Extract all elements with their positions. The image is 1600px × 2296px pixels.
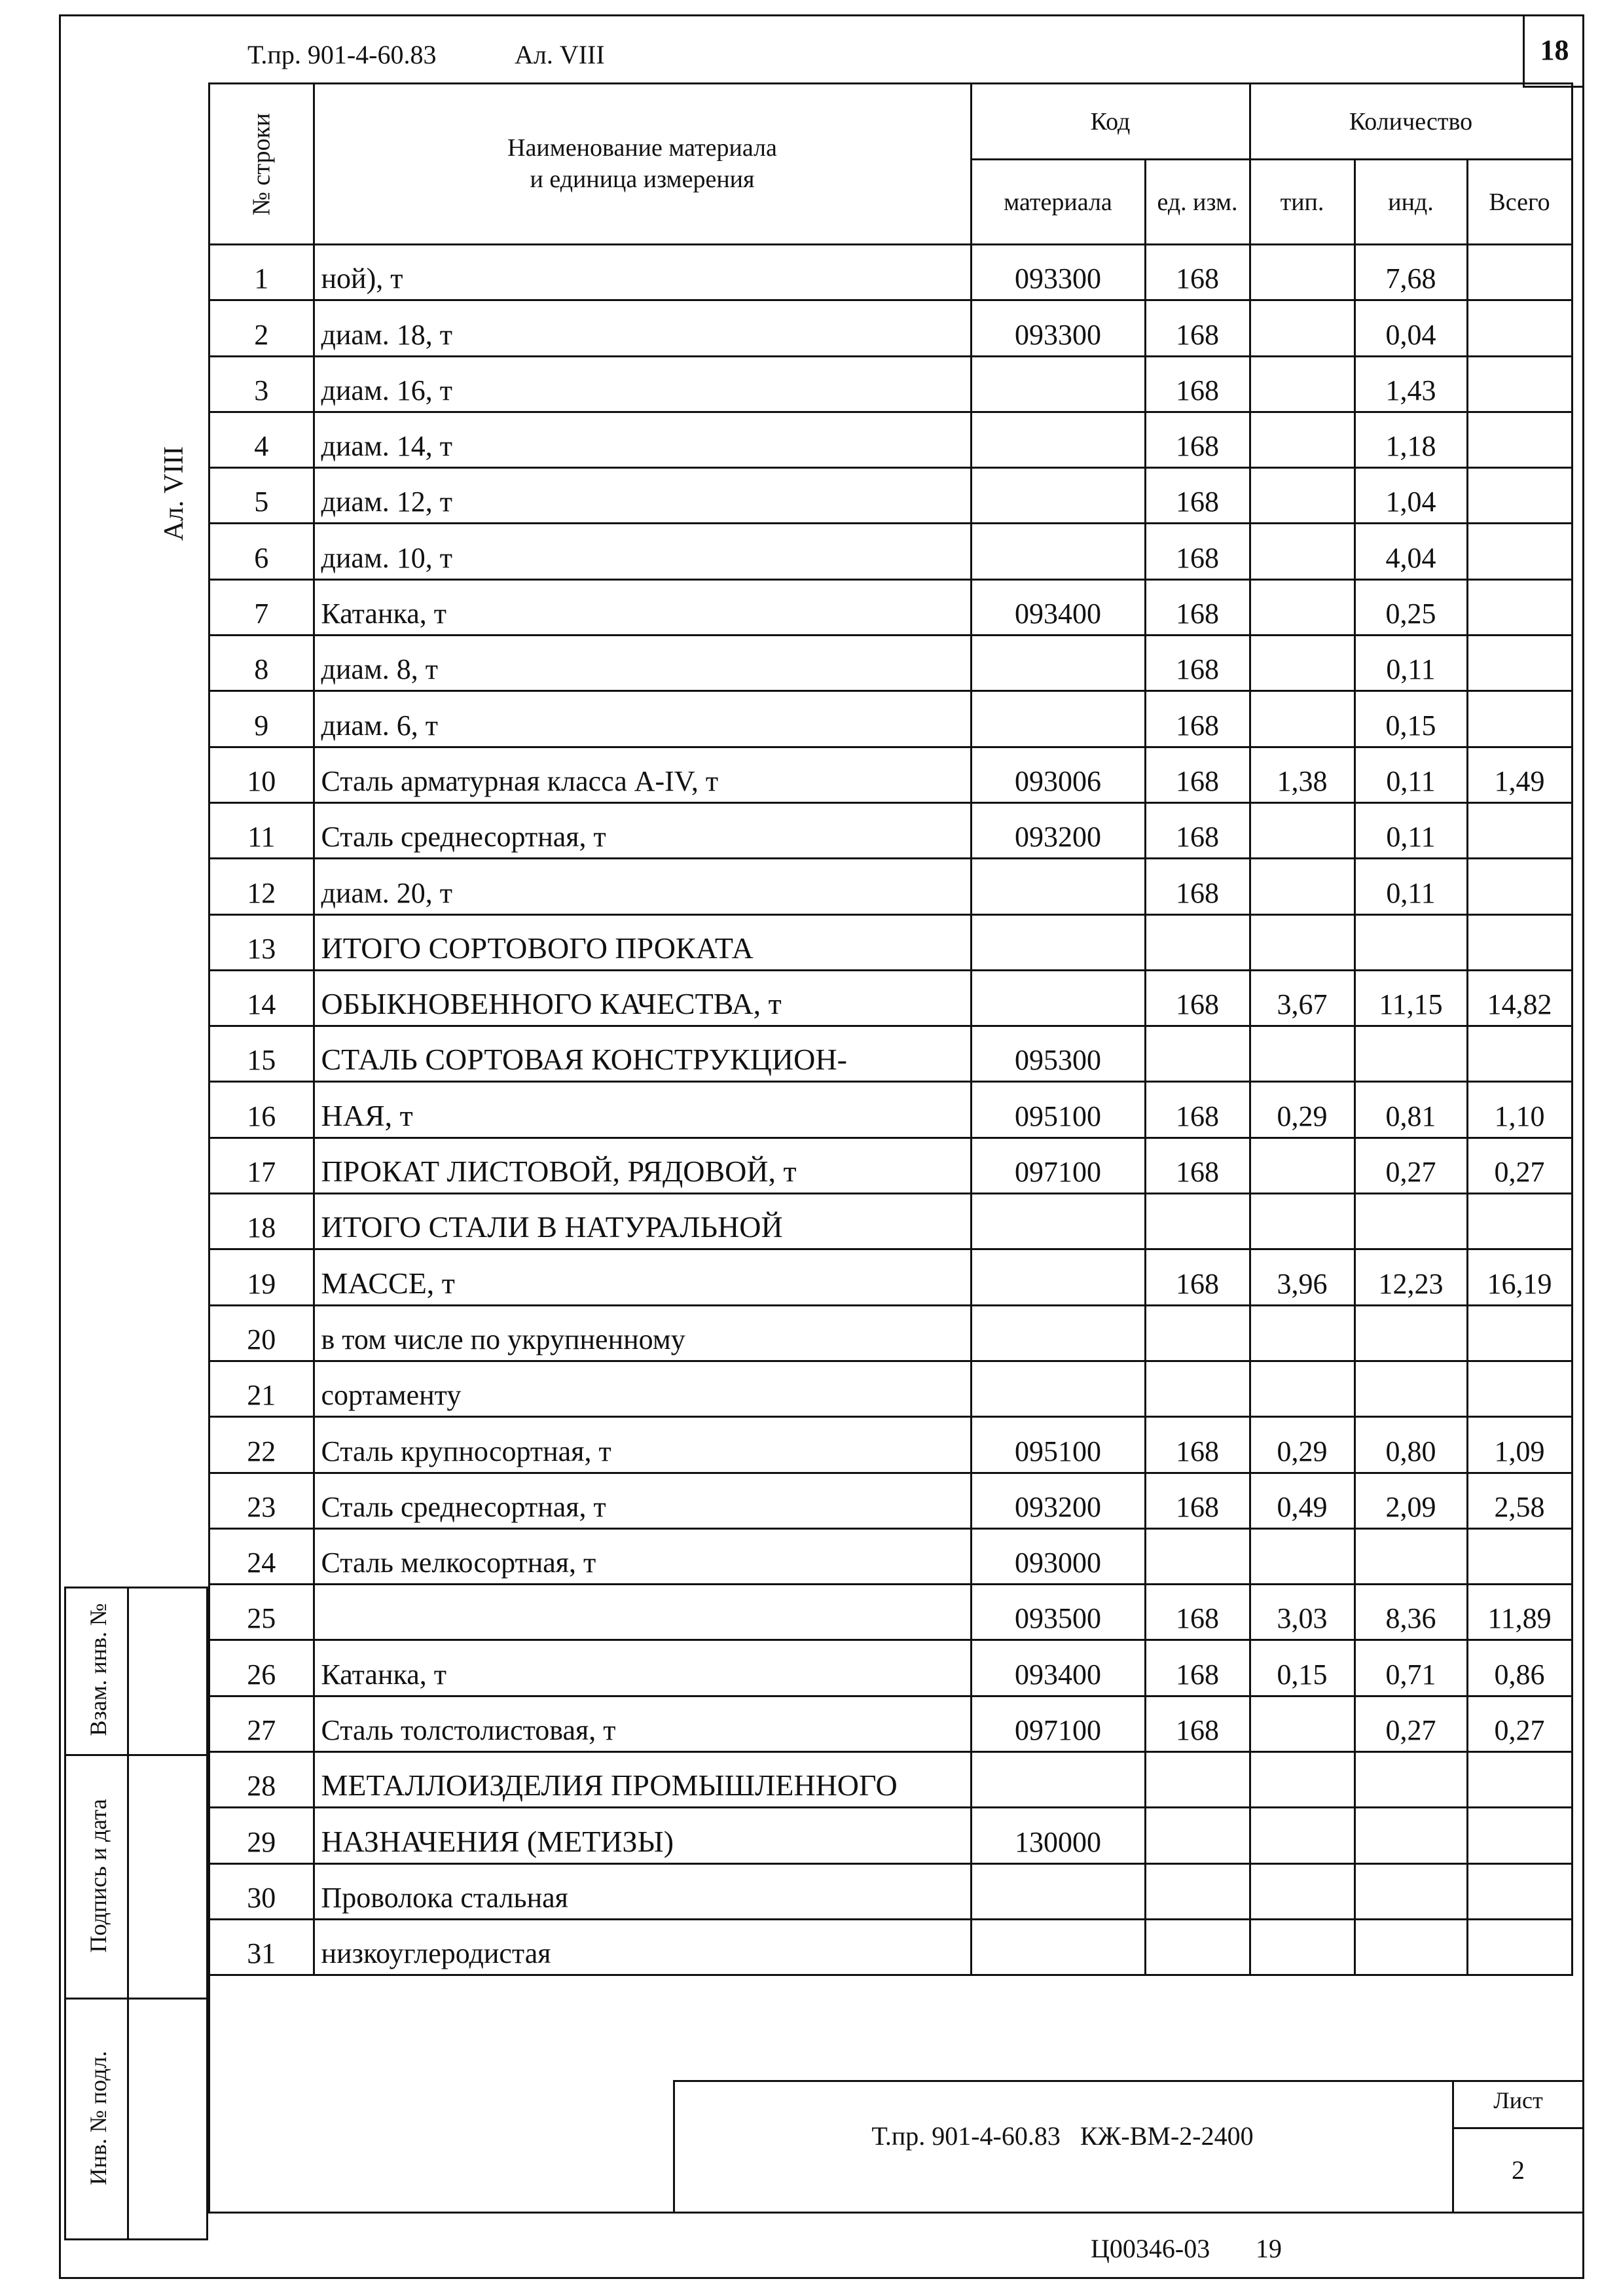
cell-unit-code: 168 xyxy=(1145,802,1250,858)
cell-qty-typ: 3,96 xyxy=(1250,1249,1355,1305)
table-row xyxy=(209,579,1573,635)
cell-material-code: 097100 xyxy=(971,1696,1145,1751)
cell-unit-code xyxy=(1145,1528,1250,1584)
cell-unit-code xyxy=(1145,1863,1250,1919)
cell-qty-typ xyxy=(1250,1808,1355,1863)
row-no-header-text: № строки xyxy=(247,113,276,215)
cell-unit-code: 168 xyxy=(1145,1696,1250,1751)
cell-material-code: 093200 xyxy=(971,1473,1145,1528)
cell-qty-typ xyxy=(1250,356,1355,412)
cell-unit-code: 168 xyxy=(1145,412,1250,467)
cell-qty-ind: 0,11 xyxy=(1355,636,1467,691)
table-row xyxy=(209,802,1573,858)
cell-qty-ind: 1,43 xyxy=(1355,356,1467,412)
cell-qty-typ xyxy=(1250,1696,1355,1751)
col-header-qty-total: Всего xyxy=(1467,160,1572,245)
cell-material-name: МЕТАЛЛОИЗДЕЛИЯ ПРОМЫШЛЕННОГО xyxy=(314,1752,971,1808)
col-header-code-material: материала xyxy=(971,160,1145,245)
cell-row-no: 2 xyxy=(209,300,314,356)
cell-material-code: 095300 xyxy=(971,1026,1145,1082)
cell-material-code: 095100 xyxy=(971,1417,1145,1473)
cell-material-name: МАССЕ, т xyxy=(314,1249,971,1305)
cell-qty-total xyxy=(1467,1863,1572,1919)
table-row xyxy=(209,1082,1573,1138)
cell-qty-ind: 0,81 xyxy=(1355,1082,1467,1138)
footer-page: 19 xyxy=(1256,2234,1282,2263)
cell-row-no: 24 xyxy=(209,1528,314,1584)
cell-qty-typ xyxy=(1250,691,1355,747)
cell-unit-code: 168 xyxy=(1145,747,1250,802)
cell-qty-ind xyxy=(1355,1194,1467,1249)
side-stamp-inner-divider xyxy=(127,1587,129,2238)
cell-unit-code: 168 xyxy=(1145,636,1250,691)
cell-qty-total: 16,19 xyxy=(1467,1249,1572,1305)
header-album: Ал. VIII xyxy=(515,40,605,69)
cell-material-name xyxy=(314,1585,971,1640)
cell-material-name: Катанка, т xyxy=(314,1640,971,1696)
cell-qty-typ xyxy=(1250,636,1355,691)
cell-row-no: 6 xyxy=(209,524,314,579)
cell-unit-code xyxy=(1145,1919,1250,1975)
table-row xyxy=(209,747,1573,802)
cell-material-name: диам. 16, т xyxy=(314,356,971,412)
cell-qty-total: 1,10 xyxy=(1467,1082,1572,1138)
cell-unit-code: 168 xyxy=(1145,1138,1250,1193)
cell-material-code: 093400 xyxy=(971,579,1145,635)
cell-row-no: 19 xyxy=(209,1249,314,1305)
stamp-original-inventory: Инв. № подл. xyxy=(85,2051,111,2185)
cell-row-no: 20 xyxy=(209,1305,314,1361)
cell-qty-ind xyxy=(1355,1863,1467,1919)
cell-unit-code: 168 xyxy=(1145,1640,1250,1696)
table-row xyxy=(209,1808,1573,1863)
cell-material-name: диам. 20, т xyxy=(314,859,971,914)
cell-qty-typ xyxy=(1250,1361,1355,1416)
cell-unit-code xyxy=(1145,1361,1250,1416)
cell-row-no: 29 xyxy=(209,1808,314,1863)
cell-row-no: 22 xyxy=(209,1417,314,1473)
cell-row-no: 27 xyxy=(209,1696,314,1751)
cell-material-code: 093300 xyxy=(971,300,1145,356)
cell-qty-total xyxy=(1467,579,1572,635)
cell-qty-total xyxy=(1467,691,1572,747)
cell-material-name: низкоуглеродистая xyxy=(314,1919,971,1975)
cell-qty-typ xyxy=(1250,1138,1355,1193)
table-row xyxy=(209,1696,1573,1751)
cell-row-no: 4 xyxy=(209,412,314,467)
col-header-code-unit: ед. изм. xyxy=(1145,160,1250,245)
cell-qty-typ: 0,29 xyxy=(1250,1417,1355,1473)
cell-row-no: 17 xyxy=(209,1138,314,1193)
cell-qty-ind: 0,25 xyxy=(1355,579,1467,635)
side-stamp-left-border xyxy=(64,1587,66,2238)
materials-table xyxy=(208,82,1573,1976)
cell-material-name: ПРОКАТ ЛИСТОВОЙ, РЯДОВОЙ, т xyxy=(314,1138,971,1193)
cell-qty-total: 0,27 xyxy=(1467,1696,1572,1751)
cell-qty-total xyxy=(1467,300,1572,356)
cell-material-name: НАЗНАЧЕНИЯ (МЕТИЗЫ) xyxy=(314,1808,971,1863)
cell-material-code xyxy=(971,1752,1145,1808)
cell-material-code xyxy=(971,412,1145,467)
table-row xyxy=(209,1473,1573,1528)
cell-qty-ind xyxy=(1355,1361,1467,1416)
cell-row-no: 30 xyxy=(209,1863,314,1919)
cell-qty-typ xyxy=(1250,914,1355,970)
cell-qty-total: 1,49 xyxy=(1467,747,1572,802)
cell-qty-ind: 0,11 xyxy=(1355,802,1467,858)
cell-qty-ind xyxy=(1355,1808,1467,1863)
cell-unit-code: 168 xyxy=(1145,1082,1250,1138)
cell-material-code: 093500 xyxy=(971,1585,1145,1640)
cell-unit-code: 168 xyxy=(1145,356,1250,412)
cell-material-code: 095100 xyxy=(971,1082,1145,1138)
cell-unit-code xyxy=(1145,1026,1250,1082)
cell-qty-typ xyxy=(1250,579,1355,635)
cell-qty-ind: 0,11 xyxy=(1355,747,1467,802)
cell-material-code: 093400 xyxy=(971,1640,1145,1696)
table-row xyxy=(209,1361,1573,1416)
cell-material-code xyxy=(971,356,1145,412)
stamp-replacement-inventory: Взам. инв. № xyxy=(85,1603,111,1736)
cell-qty-ind: 12,23 xyxy=(1355,1249,1467,1305)
table-row xyxy=(209,1528,1573,1584)
col-header-qty-group: Количество xyxy=(1250,84,1572,160)
cell-qty-ind: 0,80 xyxy=(1355,1417,1467,1473)
cell-row-no: 10 xyxy=(209,747,314,802)
table-row xyxy=(209,914,1573,970)
col-header-row-no xyxy=(209,84,314,245)
cell-qty-ind xyxy=(1355,1919,1467,1975)
cell-unit-code: 168 xyxy=(1145,1249,1250,1305)
cell-qty-typ xyxy=(1250,1305,1355,1361)
cell-qty-total xyxy=(1467,859,1572,914)
cell-material-name: диам. 10, т xyxy=(314,524,971,579)
cell-row-no: 25 xyxy=(209,1585,314,1640)
table-row xyxy=(209,1305,1573,1361)
cell-material-name: НАЯ, т xyxy=(314,1082,971,1138)
cell-row-no: 12 xyxy=(209,859,314,914)
cell-row-no: 5 xyxy=(209,468,314,524)
cell-qty-typ xyxy=(1250,802,1355,858)
side-stamp-divider xyxy=(64,1998,208,2000)
cell-qty-total: 2,58 xyxy=(1467,1473,1572,1528)
cell-qty-typ: 3,03 xyxy=(1250,1585,1355,1640)
table-row xyxy=(209,412,1573,467)
cell-qty-ind xyxy=(1355,1026,1467,1082)
cell-material-code xyxy=(971,1919,1145,1975)
cell-unit-code: 168 xyxy=(1145,691,1250,747)
cell-qty-typ xyxy=(1250,1528,1355,1584)
cell-row-no: 16 xyxy=(209,1082,314,1138)
cell-unit-code: 168 xyxy=(1145,1585,1250,1640)
side-stamp-bottom xyxy=(64,2238,208,2240)
table-row xyxy=(209,1640,1573,1696)
cell-qty-typ xyxy=(1250,1863,1355,1919)
cell-unit-code xyxy=(1145,914,1250,970)
cell-qty-typ xyxy=(1250,412,1355,467)
cell-material-name: диам. 8, т xyxy=(314,636,971,691)
cell-qty-ind: 2,09 xyxy=(1355,1473,1467,1528)
table-row xyxy=(209,691,1573,747)
cell-material-name: Сталь среднесортная, т xyxy=(314,802,971,858)
table-row xyxy=(209,356,1573,412)
cell-qty-total: 11,89 xyxy=(1467,1585,1572,1640)
cell-unit-code: 168 xyxy=(1145,579,1250,635)
cell-unit-code: 168 xyxy=(1145,468,1250,524)
cell-qty-ind: 0,27 xyxy=(1355,1696,1467,1751)
cell-material-code: 093300 xyxy=(971,245,1145,300)
cell-material-name: в том числе по укрупненному xyxy=(314,1305,971,1361)
cell-material-code: 130000 xyxy=(971,1808,1145,1863)
cell-qty-total: 0,27 xyxy=(1467,1138,1572,1193)
cell-row-no: 28 xyxy=(209,1752,314,1808)
cell-material-code xyxy=(971,636,1145,691)
cell-material-name: диам. 12, т xyxy=(314,468,971,524)
cell-unit-code: 168 xyxy=(1145,970,1250,1026)
table-row xyxy=(209,1194,1573,1249)
cell-qty-ind xyxy=(1355,1752,1467,1808)
cell-material-name: ИТОГО СТАЛИ В НАТУРАЛЬНОЙ xyxy=(314,1194,971,1249)
cell-material-code xyxy=(971,1194,1145,1249)
cell-qty-typ: 3,67 xyxy=(1250,970,1355,1026)
cell-row-no: 23 xyxy=(209,1473,314,1528)
col-header-qty-ind: инд. xyxy=(1355,160,1467,245)
cell-row-no: 11 xyxy=(209,802,314,858)
cell-material-name: ОБЫКНОВЕННОГО КАЧЕСТВА, т xyxy=(314,970,971,1026)
cell-qty-ind xyxy=(1355,1305,1467,1361)
col-header-code-group: Код xyxy=(971,84,1250,160)
cell-row-no: 18 xyxy=(209,1194,314,1249)
cell-material-name: сортаменту xyxy=(314,1361,971,1416)
table-row xyxy=(209,1585,1573,1640)
cell-row-no: 9 xyxy=(209,691,314,747)
cell-qty-total xyxy=(1467,412,1572,467)
cell-material-code xyxy=(971,468,1145,524)
cell-qty-total xyxy=(1467,245,1572,300)
title-block-sheet-number: 2 xyxy=(1512,2155,1525,2185)
cell-material-name: диам. 18, т xyxy=(314,300,971,356)
cell-material-name: Сталь арматурная класса A-IV, т xyxy=(314,747,971,802)
cell-material-code: 093000 xyxy=(971,1528,1145,1584)
table-row xyxy=(209,1249,1573,1305)
table-row xyxy=(209,300,1573,356)
cell-material-code xyxy=(971,1361,1145,1416)
cell-material-code xyxy=(971,1863,1145,1919)
title-block-designation: Т.пр. 901-4-60.83 КЖ-ВМ-2-2400 xyxy=(871,2121,1254,2151)
cell-material-code xyxy=(971,914,1145,970)
cell-qty-typ xyxy=(1250,524,1355,579)
cell-material-name: Сталь крупносортная, т xyxy=(314,1417,971,1473)
cell-qty-ind: 0,11 xyxy=(1355,859,1467,914)
cell-qty-ind: 0,15 xyxy=(1355,691,1467,747)
cell-material-name: Сталь среднесортная, т xyxy=(314,1473,971,1528)
cell-qty-total xyxy=(1467,1026,1572,1082)
table-row xyxy=(209,859,1573,914)
cell-unit-code xyxy=(1145,1808,1250,1863)
cell-qty-typ: 0,29 xyxy=(1250,1082,1355,1138)
cell-qty-ind: 0,71 xyxy=(1355,1640,1467,1696)
cell-material-name: диам. 14, т xyxy=(314,412,971,467)
cell-material-name: Сталь толстолистовая, т xyxy=(314,1696,971,1751)
table-row xyxy=(209,1919,1573,1975)
cell-material-code xyxy=(971,1305,1145,1361)
cell-qty-total xyxy=(1467,1919,1572,1975)
cell-row-no: 14 xyxy=(209,970,314,1026)
table-row xyxy=(209,970,1573,1026)
col-header-qty-typ: тип. xyxy=(1250,160,1355,245)
cell-unit-code: 168 xyxy=(1145,300,1250,356)
cell-material-code xyxy=(971,859,1145,914)
col-header-name: Наименование материала и единица измерения xyxy=(314,84,971,245)
cell-qty-ind: 7,68 xyxy=(1355,245,1467,300)
cell-material-code: 093006 xyxy=(971,747,1145,802)
cell-unit-code xyxy=(1145,1752,1250,1808)
cell-material-code xyxy=(971,970,1145,1026)
title-block-sheet-divider xyxy=(1452,2127,1584,2129)
cell-qty-total xyxy=(1467,1361,1572,1416)
header-doc-ref: Т.пр. 901-4-60.83 xyxy=(247,40,437,69)
table-left-border-extension xyxy=(208,1869,210,2214)
cell-unit-code: 168 xyxy=(1145,1473,1250,1528)
cell-qty-typ xyxy=(1250,1194,1355,1249)
cell-qty-ind: 8,36 xyxy=(1355,1585,1467,1640)
cell-qty-typ xyxy=(1250,859,1355,914)
cell-qty-typ xyxy=(1250,1026,1355,1082)
cell-qty-typ: 1,38 xyxy=(1250,747,1355,802)
cell-material-name: ИТОГО СОРТОВОГО ПРОКАТА xyxy=(314,914,971,970)
footer-code: Ц00346-03 xyxy=(1091,2234,1210,2263)
cell-row-no: 26 xyxy=(209,1640,314,1696)
cell-material-name: диам. 6, т xyxy=(314,691,971,747)
header-page-number: 18 xyxy=(1523,14,1584,88)
cell-qty-ind: 1,04 xyxy=(1355,468,1467,524)
cell-qty-ind: 11,15 xyxy=(1355,970,1467,1026)
cell-qty-ind: 4,04 xyxy=(1355,524,1467,579)
cell-qty-total xyxy=(1467,524,1572,579)
cell-row-no: 7 xyxy=(209,579,314,635)
table-row xyxy=(209,1138,1573,1193)
stamp-signature-date: Подпись и дата xyxy=(85,1799,111,1953)
cell-qty-total xyxy=(1467,1194,1572,1249)
cell-qty-total: 1,09 xyxy=(1467,1417,1572,1473)
cell-row-no: 15 xyxy=(209,1026,314,1082)
cell-material-code xyxy=(971,1249,1145,1305)
cell-qty-typ xyxy=(1250,1752,1355,1808)
cell-unit-code: 168 xyxy=(1145,859,1250,914)
cell-qty-total xyxy=(1467,1528,1572,1584)
cell-unit-code: 168 xyxy=(1145,1417,1250,1473)
cell-qty-ind: 0,27 xyxy=(1355,1138,1467,1193)
cell-qty-total xyxy=(1467,914,1572,970)
cell-row-no: 31 xyxy=(209,1919,314,1975)
cell-material-code xyxy=(971,524,1145,579)
cell-qty-total xyxy=(1467,468,1572,524)
cell-qty-ind xyxy=(1355,1528,1467,1584)
cell-qty-typ xyxy=(1250,1919,1355,1975)
cell-material-code: 097100 xyxy=(971,1138,1145,1193)
table-row xyxy=(209,1863,1573,1919)
cell-qty-typ xyxy=(1250,468,1355,524)
cell-unit-code xyxy=(1145,1194,1250,1249)
cell-material-name: СТАЛЬ СОРТОВАЯ КОНСТРУКЦИОН- xyxy=(314,1026,971,1082)
cell-qty-total xyxy=(1467,1752,1572,1808)
cell-unit-code xyxy=(1145,1305,1250,1361)
cell-material-name: Сталь мелкосортная, т xyxy=(314,1528,971,1584)
cell-qty-total xyxy=(1467,1808,1572,1863)
cell-qty-total xyxy=(1467,802,1572,858)
table-row xyxy=(209,245,1573,300)
table-row xyxy=(209,468,1573,524)
cell-material-code xyxy=(971,691,1145,747)
cell-material-name: ной), т xyxy=(314,245,971,300)
cell-material-name: Проволока стальная xyxy=(314,1863,971,1919)
cell-unit-code: 168 xyxy=(1145,524,1250,579)
cell-material-name: Катанка, т xyxy=(314,579,971,635)
bottom-line xyxy=(208,2212,1584,2214)
cell-row-no: 13 xyxy=(209,914,314,970)
cell-row-no: 21 xyxy=(209,1361,314,1416)
cell-qty-typ xyxy=(1250,245,1355,300)
title-block-sheet-label: Лист xyxy=(1493,2087,1543,2113)
cell-row-no: 3 xyxy=(209,356,314,412)
cell-qty-ind: 1,18 xyxy=(1355,412,1467,467)
cell-unit-code: 168 xyxy=(1145,245,1250,300)
cell-qty-typ: 0,49 xyxy=(1250,1473,1355,1528)
cell-qty-typ: 0,15 xyxy=(1250,1640,1355,1696)
cell-qty-ind: 0,04 xyxy=(1355,300,1467,356)
table-row xyxy=(209,524,1573,579)
cell-qty-typ xyxy=(1250,300,1355,356)
cell-qty-total xyxy=(1467,356,1572,412)
cell-row-no: 1 xyxy=(209,245,314,300)
table-row xyxy=(209,636,1573,691)
cell-qty-ind xyxy=(1355,914,1467,970)
cell-qty-total xyxy=(1467,1305,1572,1361)
cell-row-no: 8 xyxy=(209,636,314,691)
side-album-label: Ал. VIII xyxy=(159,446,189,541)
cell-qty-total xyxy=(1467,636,1572,691)
table-row xyxy=(209,1026,1573,1082)
cell-qty-total: 14,82 xyxy=(1467,970,1572,1026)
cell-qty-total: 0,86 xyxy=(1467,1640,1572,1696)
table-row xyxy=(209,1417,1573,1473)
cell-material-code: 093200 xyxy=(971,802,1145,858)
table-row xyxy=(209,1752,1573,1808)
